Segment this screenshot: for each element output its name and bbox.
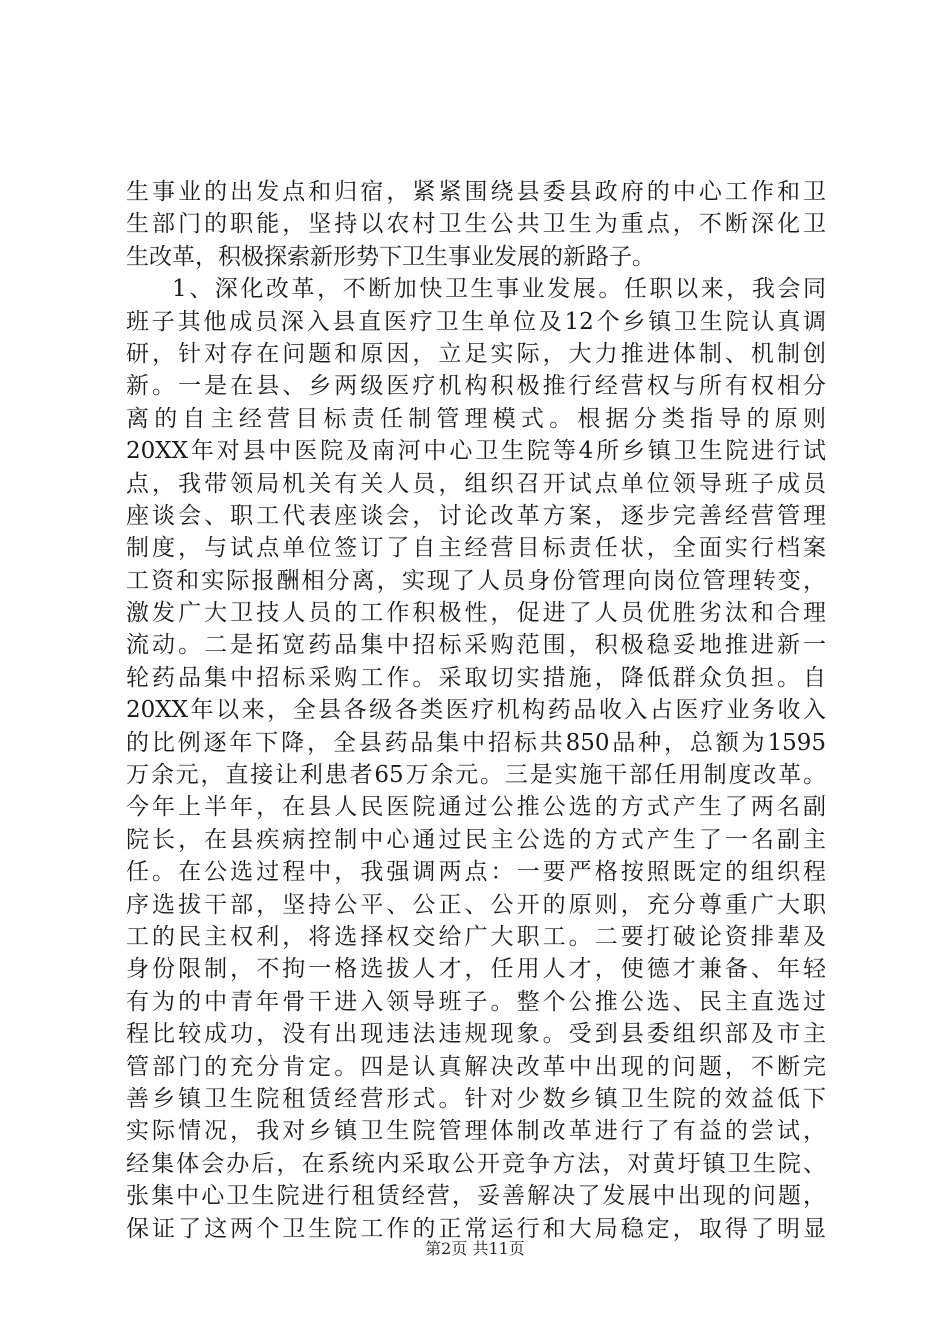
text-line: 新。一是在县、乡两级医疗机构积极推行经营权与所有权相分 [126, 373, 826, 400]
text-line: 轮药品集中招标采购工作。采取切实措施，降低群众负担。自 [126, 664, 826, 691]
text-line: 20XX年以来，全县各级各类医疗机构药品收入占医疗业务收入 [126, 697, 826, 724]
text-line: 生改革，积极探索新形势下卫生事业发展的新路子。 [126, 243, 655, 270]
text-line: 张集中心卫生院进行租赁经营，妥善解决了发展中出现的问题， [126, 1183, 826, 1210]
text-line: 实际情况，我对乡镇卫生院管理体制改革进行了有益的尝试， [126, 1118, 826, 1145]
text-line: 有为的中青年骨干进入领导班子。整个公推公选、民主直选过 [126, 988, 826, 1015]
text-line: 管部门的充分肯定。四是认真解决改革中出现的问题，不断完 [126, 1053, 826, 1080]
text-line: 程比较成功，没有出现违法违规现象。受到县委组织部及市主 [126, 1021, 826, 1048]
text-line: 离的自主经营目标责任制管理模式。根据分类指导的原则 [126, 405, 826, 432]
text-line: 点，我带领局机关有关人员，组织召开试点单位领导班子成员 [126, 470, 826, 497]
text-line: 班子其他成员深入县直医疗卫生单位及12个乡镇卫生院认真调 [126, 308, 826, 335]
text-line: 生部门的职能，坚持以农村卫生公共卫生为重点，不断深化卫 [126, 211, 826, 238]
page-number-footer: 第2页 共11页 [425, 1239, 525, 1258]
text-line: 20XX年对县中医院及南河中心卫生院等4所乡镇卫生院进行试 [126, 438, 826, 465]
text-line: 院长，在县疾病控制中心通过民主公选的方式产生了一名副主 [126, 826, 826, 853]
text-line: 生事业的出发点和归宿，紧紧围绕县委县政府的中心工作和卫 [126, 179, 826, 205]
text-line: 工的民主权利，将选择权交给广大职工。二要打破论资排辈及 [126, 923, 826, 950]
text-line: 激发广大卫技人员的工作积极性，促进了人员优胜劣汰和合理 [126, 600, 826, 627]
text-line: 研，针对存在问题和原因，立足实际，大力推进体制、机制创 [126, 340, 826, 367]
text-line: 1、深化改革，不断加快卫生事业发展。任职以来，我会同 [172, 276, 826, 303]
text-line: 座谈会、职工代表座谈会，讨论改革方案，逐步完善经营管理 [126, 502, 826, 529]
text-line: 工资和实际报酬相分离，实现了人员身份管理向岗位管理转变， [126, 567, 826, 594]
text-line: 任。在公选过程中，我强调两点：一要严格按照既定的组织程 [126, 859, 826, 886]
text-line: 序选拔干部，坚持公平、公正、公开的原则，充分尊重广大职 [126, 891, 826, 918]
text-line: 今年上半年，在县人民医院通过公推公选的方式产生了两名副 [126, 794, 826, 821]
text-line: 的比例逐年下降，全县药品集中招标共850品种，总额为1595 [126, 729, 826, 756]
body-text [126, 176, 826, 1245]
text-line: 制度，与试点单位签订了自主经营目标责任状，全面实行档案 [126, 535, 826, 562]
text-line: 保证了这两个卫生院工作的正常运行和大局稳定，取得了明显 [126, 1215, 826, 1242]
text-line: 经集体会办后，在系统内采取公开竞争方法，对黄圩镇卫生院、 [126, 1150, 826, 1177]
text-line: 流动。二是拓宽药品集中招标采购范围，积极稳妥地推进新一 [126, 632, 826, 659]
text-line: 身份限制，不拘一格选拔人才，任用人才，使德才兼备、年轻 [126, 956, 826, 983]
text-line: 万余元，直接让利患者65万余元。三是实施干部任用制度改革。 [126, 762, 826, 789]
text-line: 善乡镇卫生院租赁经营形式。针对少数乡镇卫生院的效益低下 [126, 1085, 826, 1112]
